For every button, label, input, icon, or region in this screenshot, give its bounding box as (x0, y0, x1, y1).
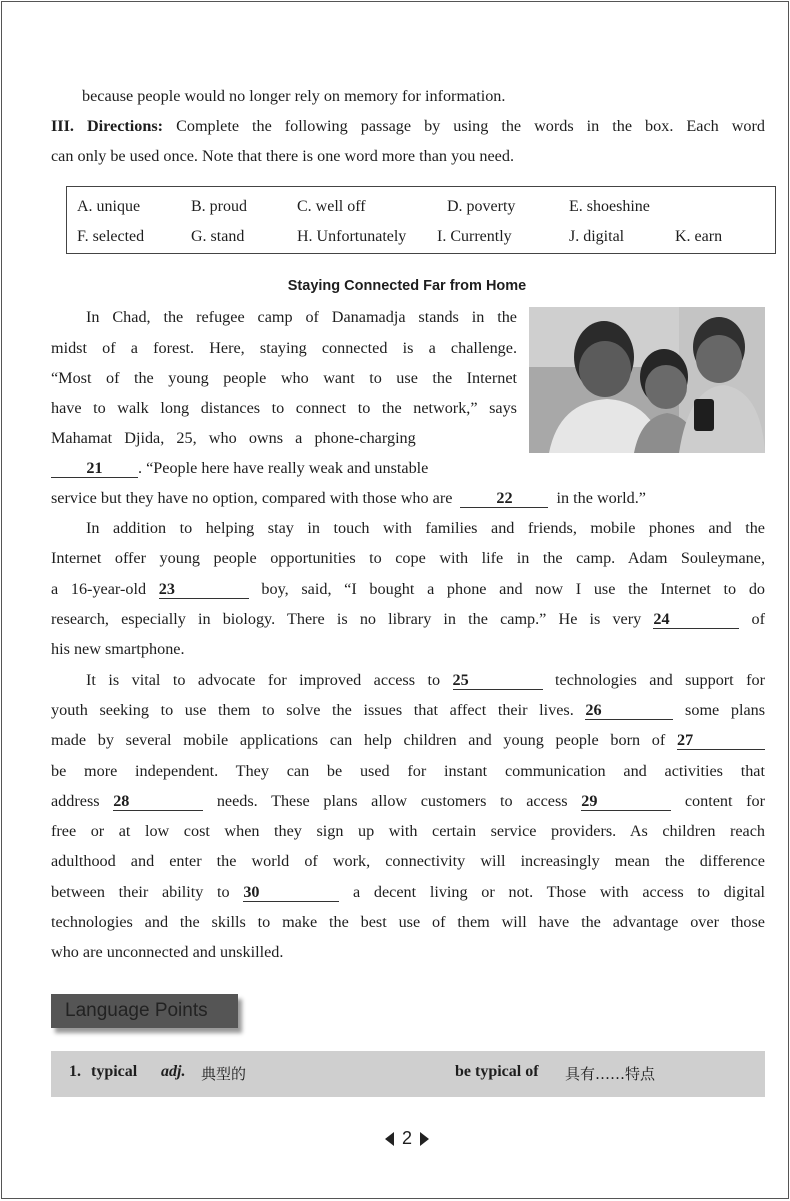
para3-line-3a: made by several mobile applications can help children and young people born of (51, 731, 666, 749)
option-j: J. digital (569, 228, 625, 245)
para1-line-6-text: . “People here have really weak and unstable (138, 459, 429, 477)
para1-line-6 (51, 458, 517, 478)
para3-line-8a: between their ability to (51, 883, 230, 901)
para3-line-1b: technologies and support for (555, 671, 766, 689)
para2-line-3a: a 16-year-old (51, 580, 147, 598)
para3-line-3 (51, 730, 765, 750)
para2-line-4 (51, 609, 765, 629)
para2-line-3 (51, 579, 765, 599)
para1-line-3: “Most of the young people who want to use the Internet (51, 369, 517, 387)
para3-line-4: be more independent. They can be used for instant communication and activities that (51, 762, 765, 780)
option-f: F. selected (77, 228, 145, 245)
option-a: A. unique (77, 198, 141, 215)
blank-26[interactable]: 26 (585, 702, 673, 720)
option-h: H. Unfortunately (297, 228, 407, 245)
lp-phrase-meaning: 具有……特点 (565, 1065, 656, 1083)
para3-line-2a: youth seeking to use them to solve the issues that affect their lives. (51, 701, 574, 719)
blank-22[interactable]: 22 (460, 490, 548, 508)
lp-part-of-speech: adj. (161, 1063, 186, 1080)
para2-line-4a: research, especially in biology. There is no library in the camp.” He is very (51, 610, 642, 628)
directions-line-2: can only be used once. Note that there is one word more than you need. (51, 147, 514, 165)
para1-line-2: midst of a forest. Here, staying connected is a challenge. (51, 339, 517, 357)
para3-line-5b: needs. These plans allow customers to access (216, 792, 568, 810)
option-c: C. well off (297, 198, 366, 215)
blank-23[interactable]: 23 (159, 581, 249, 599)
blank-30[interactable]: 30 (243, 884, 339, 902)
para1-line-7a: service but they have no option, compared with those who are (51, 489, 453, 507)
para1-line-5: Mahamat Djida, 25, who owns a phone-charging (51, 429, 416, 447)
lp-word: typical (91, 1063, 138, 1080)
page-number-nav (374, 1128, 440, 1149)
directions-label: III. Directions: (51, 117, 164, 135)
lp-meaning: 典型的 (201, 1065, 247, 1083)
next-page-icon[interactable] (420, 1132, 429, 1146)
prev-page-icon[interactable] (385, 1132, 394, 1146)
para2-line-2: Internet offer young people opportunities to cope with life in the camp. Adam Souleymane, (51, 549, 765, 567)
photo-illustration (529, 307, 765, 453)
para1-line-4: have to walk long distances to connect to the network,” says (51, 399, 517, 417)
para3-line-6: free or at low cost when they sign up with certain service providers. As children reach (51, 822, 765, 840)
para3-line-10: who are unconnected and unskilled. (51, 943, 284, 961)
blank-21[interactable]: 21 (51, 460, 138, 478)
passage-title: Staying Connected Far from Home (287, 278, 527, 294)
para2-line-3b: boy, said, “I bought a phone and now I use the Internet to do (261, 580, 766, 598)
para3-line-2b: some plans (685, 701, 766, 719)
option-i: I. Currently (437, 228, 512, 245)
directions-line-1 (51, 116, 765, 136)
option-k: K. earn (675, 228, 723, 245)
lp-item-number: 1. (69, 1063, 81, 1080)
para3-line-1a: It is vital to advocate for improved access to (86, 671, 441, 689)
para3-line-8b: a decent living or not. Those with access to digital (353, 883, 766, 901)
option-b: B. proud (191, 198, 247, 215)
para1-line-1: In Chad, the refugee camp of Danamadja stands in the (86, 308, 517, 326)
para2-line-5: his new smartphone. (51, 640, 185, 658)
para2-line-4b: of (751, 610, 765, 628)
language-points-banner: Language Points (51, 994, 238, 1028)
directions-text-1: Complete the following passage by using the words in the box. Each word (176, 117, 765, 135)
para3-line-7: adulthood and enter the world of work, connectivity will increasingly mean the difference (51, 852, 765, 870)
textbook-page (1, 1, 789, 1199)
blank-24[interactable]: 24 (653, 611, 739, 629)
para2-line-1: In addition to helping stay in touch with families and friends, mobile phones and the (86, 519, 765, 537)
blank-29[interactable]: 29 (581, 793, 671, 811)
lp-phrase: be typical of (455, 1063, 539, 1080)
option-d: D. poverty (447, 198, 516, 215)
blank-25[interactable]: 25 (453, 672, 543, 690)
para3-line-1 (86, 670, 765, 690)
intro-line: because people would no longer rely on memory for information. (82, 87, 506, 105)
photo-three-boys-with-phone (529, 307, 765, 453)
page-number: 2 (401, 1128, 412, 1148)
para3-line-9: technologies and the skills to make the best use of them will have the advantage over those (51, 913, 765, 931)
para1-line-7 (51, 488, 646, 508)
para3-line-5a: address (51, 792, 100, 810)
para1-line-7b: in the world.” (556, 489, 646, 507)
word-box (66, 186, 776, 254)
para3-line-5 (51, 791, 765, 811)
blank-28[interactable]: 28 (113, 793, 203, 811)
option-e: E. shoeshine (569, 198, 650, 215)
para3-line-5c: content for (684, 792, 766, 810)
para3-line-8 (51, 882, 765, 902)
blank-27[interactable]: 27 (677, 732, 765, 750)
option-g: G. stand (191, 228, 245, 245)
language-point-row (51, 1051, 765, 1097)
para3-line-2 (51, 700, 765, 720)
